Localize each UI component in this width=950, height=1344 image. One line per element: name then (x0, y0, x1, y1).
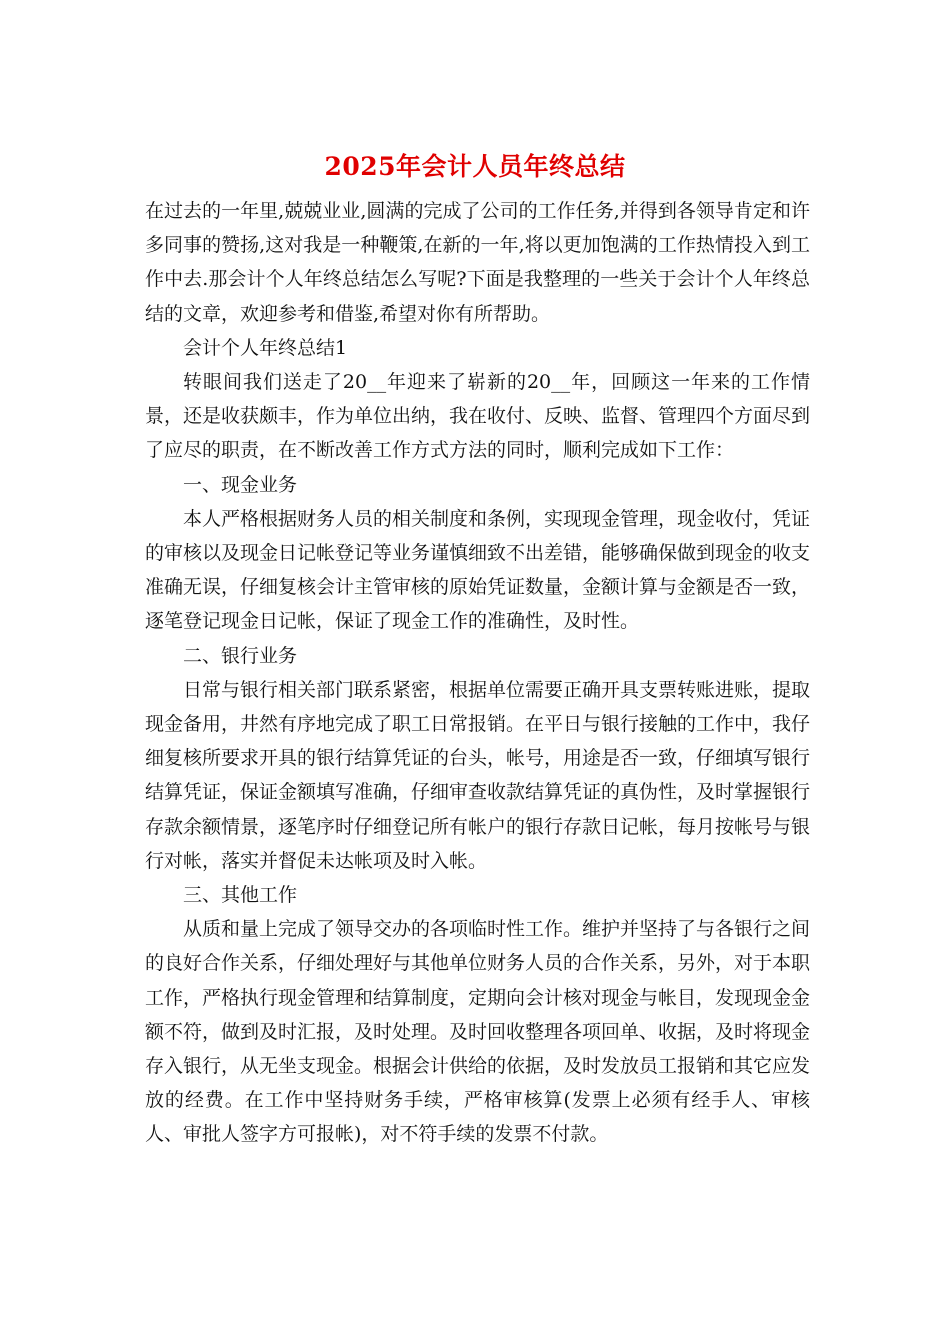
heading-bank-business: 二、银行业务 (183, 644, 298, 667)
body-paragraph: 日常与银行相关部门联系紧密，根据单位需要正确开具支票转账进账，提取现金备用，井然有序地完成了职工日常报销。在平日与银行接触的工作中，我仔细复核所要求开具的银行结算凭证的台头，帐号，用途是否一致，仔细填写银行结算凭证，保证金额填写准确，仔细审查收款结算凭证的真伪性，及时掌握银行存款余额情景，逐笔序时仔细登记所有帐户的银行存款日记帐，每月按帐号与银行对帐，落实并督促未达帐项及时入帐。 (145, 678, 811, 872)
section-title-summary-1: 会计个人年终总结1 (183, 336, 348, 359)
document-title: 2025年会计人员年终总结 (324, 152, 626, 181)
heading-other-work: 三、其他工作 (183, 884, 298, 907)
intro-paragraph: 在过去的一年里,兢兢业业,圆满的完成了公司的工作任务,并得到各领导肯定和许多同事的赞扬,这对我是一种鞭策,在新的一年,将以更加饱满的工作热情投入到工作中去.那会计个人年终总结怎么写呢?下面是我整理的一些关于会计个人年终总结的文章，欢迎参考和借鉴,希望对你有所帮助。 (145, 200, 810, 325)
body-paragraph: 从质和量上完成了领导交办的各项临时性工作。维护并坚持了与各银行之间的良好合作关系，仔细处理好与其他单位财务人员的合作关系，另外，对于本职工作，严格执行现金管理和结算制度，定期向会计核对现金与帐目，发现现金金额不符，做到及时汇报，及时处理。及时回收整理各项回单、收据，及时将现金存入银行，从无坐支现金。根据会计供给的依据，及时发放员工报销和其它应发放的经费。在工作中坚持财务手续，严格审核算(发票上必须有经手人、审核人、审批人签字方可报帐)，对不符手续的发票不付款。 (145, 918, 811, 1146)
document-body (145, 194, 810, 1152)
body-paragraph: 转眼间我们送走了20__年迎来了崭新的20__年，回顾这一年来的工作情景，还是收获颇丰，作为单位出纳，我在收付、反映、监督、管理四个方面尽到了应尽的职责，在不断改善工作方式方法的同时，顺利完成如下工作： (145, 371, 811, 462)
heading-cash-business: 一、现金业务 (183, 473, 298, 496)
body-paragraph: 本人严格根据财务人员的相关制度和条例，实现现金管理，现金收付，凭证的审核以及现金日记帐登记等业务谨慎细致不出差错，能够确保做到现金的收支准确无误，仔细复核会计主管审核的原始凭证数量，金额计算与金额是否一致，逐笔登记现金日记帐，保证了现金工作的准确性，及时性。 (145, 507, 811, 633)
